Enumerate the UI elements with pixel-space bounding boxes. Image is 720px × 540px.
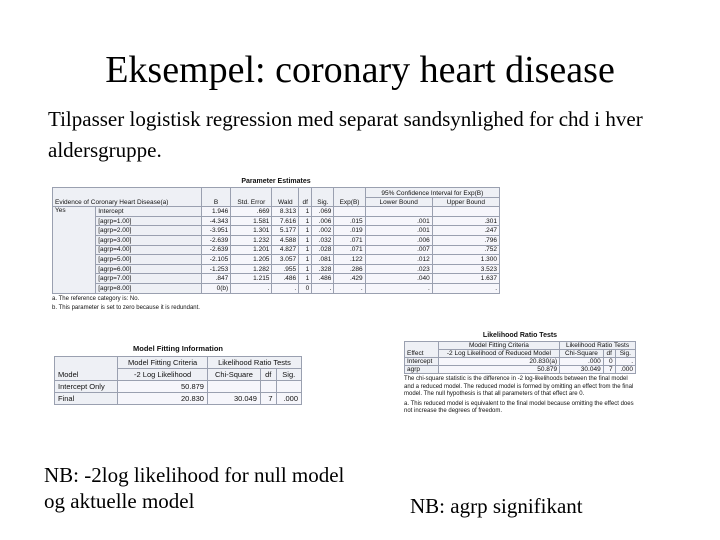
cell-se: 1.282 xyxy=(231,264,272,274)
row-label: [agrp=3.00] xyxy=(96,235,202,245)
cell-expb: .071 xyxy=(334,245,365,255)
cell-se: 1.581 xyxy=(231,216,272,226)
likelihood-ratio-table xyxy=(404,332,636,416)
cell-b: -2.639 xyxy=(201,245,230,255)
column-header-sig: Sig. xyxy=(615,350,635,358)
cell-ll: 50.879 xyxy=(438,366,559,374)
footnote: The chi-square statistic is the difference in -2 log-likelihoods between the final model and a reduced model. The reduced model is formed by omitting an effect from the final model. The null hypothesis is that all parameters of that effect are 0. xyxy=(404,376,634,398)
cell-b: -1.253 xyxy=(201,264,230,274)
cell-expb xyxy=(334,207,365,217)
cell-b: 0(b) xyxy=(201,283,230,293)
slide-title: Eksempel: coronary heart disease xyxy=(105,49,615,91)
cell-sig: .032 xyxy=(312,235,334,245)
cell-sig: .006 xyxy=(312,216,334,226)
cell-wald: 8.313 xyxy=(272,207,299,217)
row-label: [agrp=6.00] xyxy=(96,264,202,274)
model-fitting-table xyxy=(54,344,302,405)
cell-b: .847 xyxy=(201,274,230,284)
cell-sig: .486 xyxy=(312,274,334,284)
cell-sig: .028 xyxy=(312,245,334,255)
cell-expb: . xyxy=(334,283,365,293)
table-row xyxy=(53,216,500,226)
cell-df: 1 xyxy=(299,235,312,245)
column-header-df: df xyxy=(299,188,312,207)
table-row xyxy=(53,274,500,284)
cell-wald: 4.588 xyxy=(272,235,299,245)
column-header-std-error: Std. Error xyxy=(231,188,272,207)
column-header-ll: -2 Log Likelihood xyxy=(118,369,208,381)
row-label: [agrp=2.00] xyxy=(96,226,202,236)
cell-sig: .002 xyxy=(312,226,334,236)
cell-upper: .796 xyxy=(432,235,499,245)
table-row xyxy=(405,366,636,374)
column-header-evidence: Evidence of Coronary Heart Disease(a) xyxy=(53,188,202,207)
cell-sig: .328 xyxy=(312,264,334,274)
table-row xyxy=(53,245,500,255)
cell-df: 0 xyxy=(299,283,312,293)
table-row xyxy=(53,255,500,265)
column-header-chi: Chi-Square xyxy=(207,369,260,381)
table-caption: Likelihood Ratio Tests xyxy=(482,332,558,339)
cell-se: 1.215 xyxy=(231,274,272,284)
column-header-ci: 95% Confidence Interval for Exp(B) xyxy=(365,188,499,198)
row-label: [agrp=8.00] xyxy=(96,283,202,293)
row-label: [agrp=4.00] xyxy=(96,245,202,255)
table-row xyxy=(55,381,302,393)
cell-chi: 30.049 xyxy=(560,366,604,374)
footnote: b. This parameter is set to zero because it is redundant. xyxy=(52,304,200,311)
cell-sig: . xyxy=(615,358,635,366)
cell-se: .669 xyxy=(231,207,272,217)
cell-df: 1 xyxy=(299,245,312,255)
cell-b: 1.946 xyxy=(201,207,230,217)
column-header-effect: Effect xyxy=(405,342,439,358)
cell-se: 1.205 xyxy=(231,255,272,265)
cell-wald: . xyxy=(272,283,299,293)
cell-df: 1 xyxy=(299,207,312,217)
cell-se: 1.301 xyxy=(231,226,272,236)
cell-lower: .006 xyxy=(365,235,432,245)
cell-upper: 1.300 xyxy=(432,255,499,265)
cell-upper: .247 xyxy=(432,226,499,236)
table-row xyxy=(53,226,500,236)
cell-se: 1.201 xyxy=(231,245,272,255)
cell-ll: 20.830(a) xyxy=(438,358,559,366)
cell-wald: 7.616 xyxy=(272,216,299,226)
row-label: agrp xyxy=(405,366,439,374)
table-caption: Model Fitting Information xyxy=(133,344,223,353)
cell-df: 1 xyxy=(299,264,312,274)
table-row xyxy=(55,393,302,405)
cell-expb: .286 xyxy=(334,264,365,274)
cell-se: . xyxy=(231,283,272,293)
column-header-expb: Exp(B) xyxy=(334,188,365,207)
column-header-b: B xyxy=(201,188,230,207)
cell-upper: .301 xyxy=(432,216,499,226)
cell-sig xyxy=(276,381,302,393)
cell-expb: .071 xyxy=(334,235,365,245)
cell-lower: .007 xyxy=(365,245,432,255)
cell-lower: .012 xyxy=(365,255,432,265)
intro-text: Tilpasser logistisk regression med separat sandsynlighed for chd i hver aldersgruppe. xyxy=(48,107,643,162)
cell-b: -2.639 xyxy=(201,235,230,245)
column-header-sig: Sig. xyxy=(312,188,334,207)
cell-lower: .001 xyxy=(365,216,432,226)
column-header-criteria: Model Fitting Criteria xyxy=(438,342,559,350)
cell-df: 1 xyxy=(299,274,312,284)
cell-df: 1 xyxy=(299,226,312,236)
table-row xyxy=(53,283,500,293)
row-label: [agrp=1.00] xyxy=(96,216,202,226)
cell-upper: 3.523 xyxy=(432,264,499,274)
cell-sig: .000 xyxy=(615,366,635,374)
cell-upper: . xyxy=(432,283,499,293)
column-header-df: df xyxy=(603,350,615,358)
row-label: Intercept xyxy=(405,358,439,366)
row-label: [agrp=5.00] xyxy=(96,255,202,265)
cell-upper xyxy=(432,207,499,217)
cell-b: -4.343 xyxy=(201,216,230,226)
row-group-label: Yes xyxy=(53,207,96,293)
cell-expb: .122 xyxy=(334,255,365,265)
cell-wald: .486 xyxy=(272,274,299,284)
column-header-sig: Sig. xyxy=(276,369,302,381)
cell-upper: 1.637 xyxy=(432,274,499,284)
cell-expb: .429 xyxy=(334,274,365,284)
cell-sig: . xyxy=(312,283,334,293)
cell-df: 0 xyxy=(603,358,615,366)
column-header-lrt: Likelihood Ratio Tests xyxy=(560,342,636,350)
row-label: [agrp=7.00] xyxy=(96,274,202,284)
cell-lower: .040 xyxy=(365,274,432,284)
cell-df xyxy=(260,381,276,393)
cell-chi: .000 xyxy=(560,358,604,366)
cell-df: 7 xyxy=(260,393,276,405)
cell-df: 1 xyxy=(299,255,312,265)
cell-df: 7 xyxy=(603,366,615,374)
cell-lower xyxy=(365,207,432,217)
cell-upper: .752 xyxy=(432,245,499,255)
table-row xyxy=(53,207,500,217)
table-caption: Parameter Estimates xyxy=(241,178,311,185)
cell-b: -2.105 xyxy=(201,255,230,265)
cell-lower: . xyxy=(365,283,432,293)
cell-ll: 20.830 xyxy=(118,393,208,405)
cell-wald: 4.827 xyxy=(272,245,299,255)
cell-wald: 3.057 xyxy=(272,255,299,265)
cell-lower: .023 xyxy=(365,264,432,274)
note-null-model: NB: -2log likelihood for null model og aktuelle model xyxy=(44,463,345,513)
cell-sig: .069 xyxy=(312,207,334,217)
column-header-lower: Lower Bound xyxy=(365,197,432,207)
cell-wald: 5.177 xyxy=(272,226,299,236)
cell-lower: .001 xyxy=(365,226,432,236)
table-row xyxy=(53,264,500,274)
cell-expb: .015 xyxy=(334,216,365,226)
cell-sig: .081 xyxy=(312,255,334,265)
note-agrp-significant: NB: agrp signifikant xyxy=(410,494,583,518)
footnote: a. The reference category is: No. xyxy=(52,295,140,302)
column-header-upper: Upper Bound xyxy=(432,197,499,207)
cell-expb: .019 xyxy=(334,226,365,236)
row-label: Intercept Only xyxy=(55,381,118,393)
column-header-wald: Wald xyxy=(272,188,299,207)
cell-chi: 30.049 xyxy=(207,393,260,405)
table-row xyxy=(405,358,636,366)
column-header-criteria: Model Fitting Criteria xyxy=(118,357,208,369)
cell-ll: 50.879 xyxy=(118,381,208,393)
table-row xyxy=(53,235,500,245)
row-label: Final xyxy=(55,393,118,405)
cell-chi xyxy=(207,381,260,393)
cell-df: 1 xyxy=(299,216,312,226)
footnote: a. This reduced model is equivalent to the final model because omitting the effect does not increase the degrees of freedom. xyxy=(404,400,634,415)
cell-sig: .000 xyxy=(276,393,302,405)
column-header-lrt: Likelihood Ratio Tests xyxy=(207,357,301,369)
cell-wald: .955 xyxy=(272,264,299,274)
column-header-model: Model xyxy=(55,357,118,381)
cell-se: 1.232 xyxy=(231,235,272,245)
row-label: Intercept xyxy=(96,207,202,217)
cell-b: -3.951 xyxy=(201,226,230,236)
column-header-ll: -2 Log Likelihood of Reduced Model xyxy=(438,350,559,358)
parameter-estimates-table xyxy=(52,178,500,312)
column-header-df: df xyxy=(260,369,276,381)
column-header-chi: Chi-Square xyxy=(560,350,604,358)
